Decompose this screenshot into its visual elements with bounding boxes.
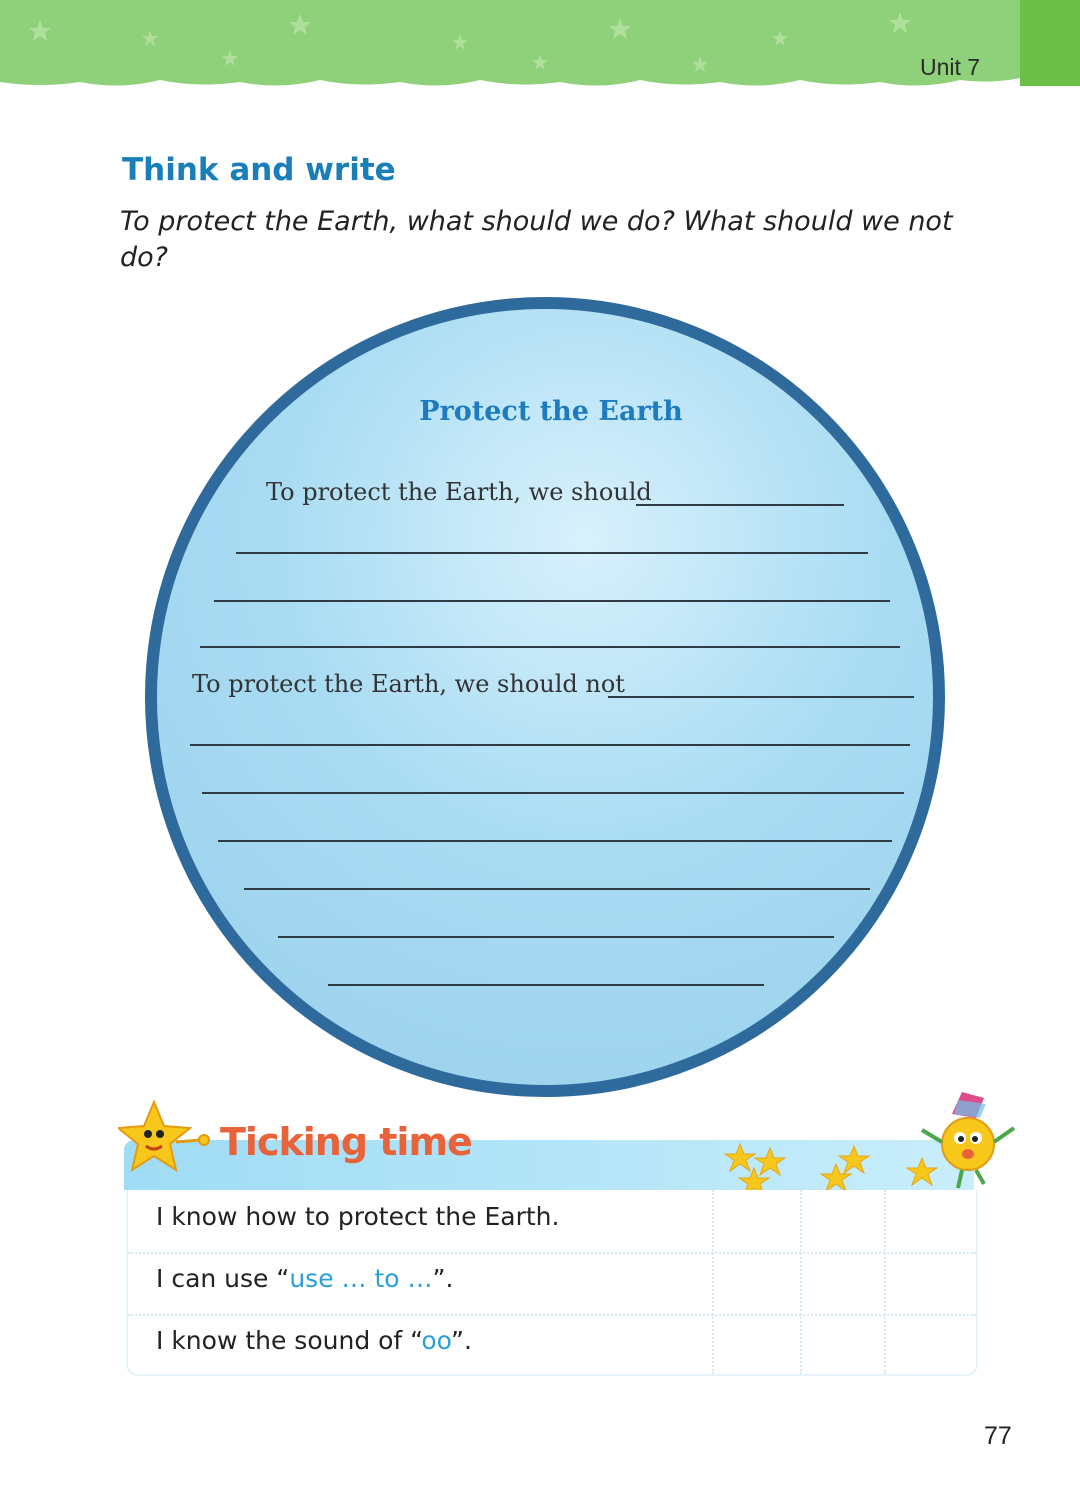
banner-background bbox=[0, 0, 1080, 100]
page-number: 77 bbox=[984, 1422, 1012, 1450]
should-answer-line-2[interactable] bbox=[236, 552, 868, 554]
header-banner bbox=[0, 0, 1080, 100]
tick-column-divider-2 bbox=[800, 1190, 802, 1374]
tick-statement-3-suffix: ”. bbox=[451, 1326, 472, 1355]
tick-statement-3-prefix: I know the sound of “ bbox=[156, 1326, 422, 1355]
should-answer-line-3[interactable] bbox=[214, 600, 890, 602]
unit-label: Unit 7 bbox=[920, 54, 981, 80]
should-not-answer-line-2[interactable] bbox=[190, 744, 910, 746]
table-row bbox=[128, 1314, 976, 1376]
tick-column-divider-3 bbox=[884, 1190, 886, 1374]
should-answer-line-1[interactable] bbox=[636, 504, 844, 506]
should-not-answer-line-4[interactable] bbox=[218, 840, 892, 842]
should-answer-line-4[interactable] bbox=[200, 646, 900, 648]
ticking-time-table bbox=[126, 1190, 978, 1376]
section-title: Think and write bbox=[122, 152, 396, 188]
should-not-answer-line-3[interactable] bbox=[202, 792, 904, 794]
should-not-answer-line-6[interactable] bbox=[278, 936, 834, 938]
tick-column-divider-1 bbox=[712, 1190, 714, 1374]
should-stem: To protect the Earth, we should bbox=[266, 478, 652, 506]
should-not-stem: To protect the Earth, we should not bbox=[192, 670, 625, 698]
should-not-answer-line-5[interactable] bbox=[244, 888, 870, 890]
mascot-character-icon bbox=[914, 1088, 1024, 1198]
ticking-time-title: Ticking time bbox=[220, 1120, 472, 1164]
tick-statement-2-prefix: I can use “ bbox=[156, 1264, 290, 1293]
tick-statement-3-accent: oo bbox=[421, 1326, 452, 1355]
table-row bbox=[128, 1190, 976, 1254]
tick-statement-3 bbox=[156, 1326, 472, 1355]
table-row bbox=[128, 1252, 976, 1316]
circle-title: Protect the Earth bbox=[419, 396, 683, 427]
should-not-answer-line-7[interactable] bbox=[328, 984, 764, 986]
tick-statement-2-suffix: ”. bbox=[432, 1264, 454, 1293]
tick-statement-2-accent: use … to … bbox=[289, 1264, 433, 1293]
ticking-time-section bbox=[118, 1094, 1028, 1394]
should-not-answer-line-1[interactable] bbox=[608, 696, 914, 698]
tick-statement-1: I know how to protect the Earth. bbox=[156, 1202, 560, 1231]
earth-writing-circle bbox=[144, 296, 946, 1098]
writing-prompt: To protect the Earth, what should we do? What should we not do? bbox=[120, 206, 953, 273]
tick-statement-2 bbox=[156, 1264, 453, 1293]
